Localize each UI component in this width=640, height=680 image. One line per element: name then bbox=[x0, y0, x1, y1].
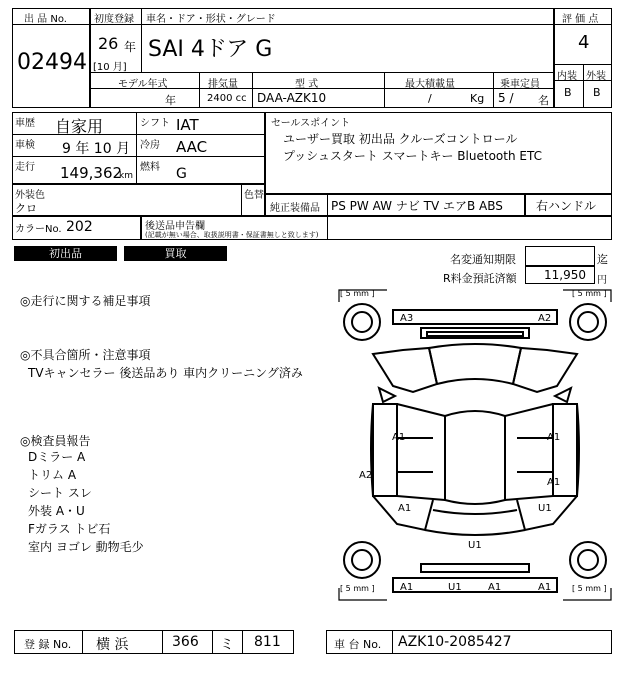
first-reg-year-unit: 年 bbox=[124, 40, 137, 54]
usage-box bbox=[12, 112, 265, 184]
usage-label: 車歴 bbox=[15, 118, 35, 129]
defects-line: TVキャンセラー 後送品あり 車内クリーニング済み bbox=[28, 366, 303, 380]
inspection-label: 車検 bbox=[15, 140, 35, 151]
car-name: SAI 4ドア G bbox=[148, 37, 273, 62]
inspector-title: ◎検査員報告 bbox=[20, 434, 91, 448]
interior-label: 内装 bbox=[557, 71, 577, 82]
name-change-unit: 迄 bbox=[597, 253, 608, 266]
recycle-label: R料金預託済額 bbox=[443, 272, 517, 285]
damage-right-sill: U1 bbox=[538, 503, 552, 514]
vehicle-type: DAA-AZK10 bbox=[257, 91, 327, 105]
damage-right-front-door: A1 bbox=[547, 432, 561, 443]
registration-place: 横 浜 bbox=[96, 637, 129, 653]
color-no-value: 202 bbox=[66, 219, 93, 235]
purchase-badge: 買取 bbox=[124, 246, 227, 261]
inspector-line: 外装 A・U bbox=[28, 504, 85, 518]
damage-rear-3: A1 bbox=[488, 582, 502, 593]
registration-kana: ミ bbox=[220, 637, 234, 653]
exterior-label: 外装 bbox=[586, 71, 606, 82]
sales-point-line2: プッシュスタート スマートキー Bluetooth ETC bbox=[283, 149, 542, 163]
mileage-label: 走行 bbox=[15, 162, 35, 173]
defects-title: ◎不具合箇所・注意事項 bbox=[20, 348, 151, 362]
first-reg-month: [10 月] bbox=[93, 62, 127, 73]
mileage-value: 149,362 bbox=[60, 164, 123, 182]
color-no-label: カラーNo. bbox=[15, 224, 62, 235]
damage-rear-1: A1 bbox=[400, 582, 414, 593]
max-load-label: 最大積載量 bbox=[405, 79, 455, 90]
usage-value: 自家用 bbox=[55, 117, 104, 136]
shift-value: IAT bbox=[176, 116, 199, 134]
damage-front-left: A3 bbox=[400, 313, 414, 324]
first-listing-badge: 初出品 bbox=[14, 246, 117, 261]
steering-value: 右ハンドル bbox=[536, 199, 597, 213]
inspector-line: Fガラス トビ石 bbox=[28, 522, 111, 536]
exterior-color-value: クロ bbox=[15, 202, 37, 215]
tire-front-right-icon bbox=[570, 304, 606, 340]
chassis-number: AZK10-2085427 bbox=[398, 634, 512, 650]
damage-left-sill: A1 bbox=[398, 503, 412, 514]
supplement-title: ◎走行に関する補足事項 bbox=[20, 294, 151, 308]
model-year-unit: 年 bbox=[165, 94, 176, 107]
damage-right-rear-door: A1 bbox=[547, 477, 561, 488]
fuel-label: 燃料 bbox=[140, 162, 160, 173]
model-year-label: モデル年式 bbox=[118, 79, 168, 90]
color-box bbox=[12, 184, 265, 216]
recycle-unit: 円 bbox=[597, 275, 607, 286]
inspector-line: Dミラー A bbox=[28, 450, 86, 464]
aircon-value: AAC bbox=[176, 138, 208, 156]
chassis-label: 車 台 No. bbox=[334, 638, 382, 651]
grade-label: 評 価 点 bbox=[562, 14, 599, 25]
recycle-value: 11,950 bbox=[544, 268, 586, 282]
damage-left-rear-door: A2 bbox=[359, 470, 373, 481]
post-docs-label: 後送品申告欄 bbox=[145, 221, 205, 232]
car-damage-diagram bbox=[337, 288, 613, 602]
damage-left-front-door: A1 bbox=[392, 432, 406, 443]
inspector-line: シート スレ bbox=[28, 486, 92, 500]
inspector-line: トリム A bbox=[28, 468, 77, 482]
first-reg-label: 初度登録 bbox=[94, 14, 134, 25]
max-load-unit: Kg bbox=[470, 92, 485, 105]
exterior-grade: B bbox=[593, 86, 601, 99]
registration-number: 811 bbox=[254, 634, 281, 650]
capacity: 5 / bbox=[498, 91, 514, 105]
exterior-color-label: 外装色 bbox=[15, 190, 45, 201]
grade-score: 4 bbox=[578, 32, 590, 53]
name-change-label: 名変通知期限 bbox=[450, 253, 516, 266]
tire-front-left-icon bbox=[344, 304, 380, 340]
inspector-line: 室内 ヨゴレ 動物毛少 bbox=[28, 540, 144, 554]
capacity-unit: 名 bbox=[538, 94, 549, 107]
equipment-value: PS PW AW ナビ TV エアB ABS bbox=[331, 199, 503, 213]
damage-rear-2: U1 bbox=[448, 582, 462, 593]
aircon-label: 冷房 bbox=[140, 140, 160, 151]
car-name-label: 車名・ドア・形状・グレード bbox=[146, 14, 276, 25]
lot-number: 02494 bbox=[17, 50, 87, 75]
registration-label: 登 録 No. bbox=[24, 638, 72, 651]
tire-rear-left-icon bbox=[344, 542, 380, 578]
damage-trunk: U1 bbox=[468, 540, 482, 551]
sales-point-line1: ユーザー買取 初出品 クルーズコントロール bbox=[283, 132, 518, 146]
name-change-field bbox=[525, 246, 595, 266]
capacity-label: 乗車定員 bbox=[500, 79, 540, 90]
mileage-unit: km bbox=[119, 171, 133, 181]
tire-depth-front-left: [ 5 mm ] bbox=[340, 289, 375, 298]
tire-rear-right-icon bbox=[570, 542, 606, 578]
displacement: 2400 cc bbox=[207, 93, 247, 104]
interior-grade: B bbox=[564, 86, 572, 99]
damage-rear-4: A1 bbox=[538, 582, 552, 593]
sales-point-label: セールスポイント bbox=[271, 118, 351, 129]
equipment-label: 純正装備品 bbox=[270, 203, 320, 214]
tire-depth-rear-right: [ 5 mm ] bbox=[572, 584, 607, 593]
tire-depth-front-right: [ 5 mm ] bbox=[572, 289, 607, 298]
first-reg-year: 26 bbox=[98, 34, 119, 53]
type-label: 型 式 bbox=[295, 79, 319, 90]
inspection-value: 9 年 10 月 bbox=[62, 141, 131, 157]
fuel-value: G bbox=[176, 166, 187, 182]
max-load-sep: / bbox=[428, 92, 432, 105]
displacement-label: 排気量 bbox=[208, 79, 238, 90]
damage-front-right: A2 bbox=[538, 313, 552, 324]
lot-label: 出 品 No. bbox=[24, 14, 67, 25]
post-docs-note: (記載が無い場合、取扱説明書・保証書無しと致します) bbox=[145, 231, 319, 239]
registration-class: 366 bbox=[172, 634, 199, 650]
shift-label: シフト bbox=[140, 118, 170, 129]
repaint-label: 色替 bbox=[244, 190, 264, 201]
tire-depth-rear-left: [ 5 mm ] bbox=[340, 584, 375, 593]
